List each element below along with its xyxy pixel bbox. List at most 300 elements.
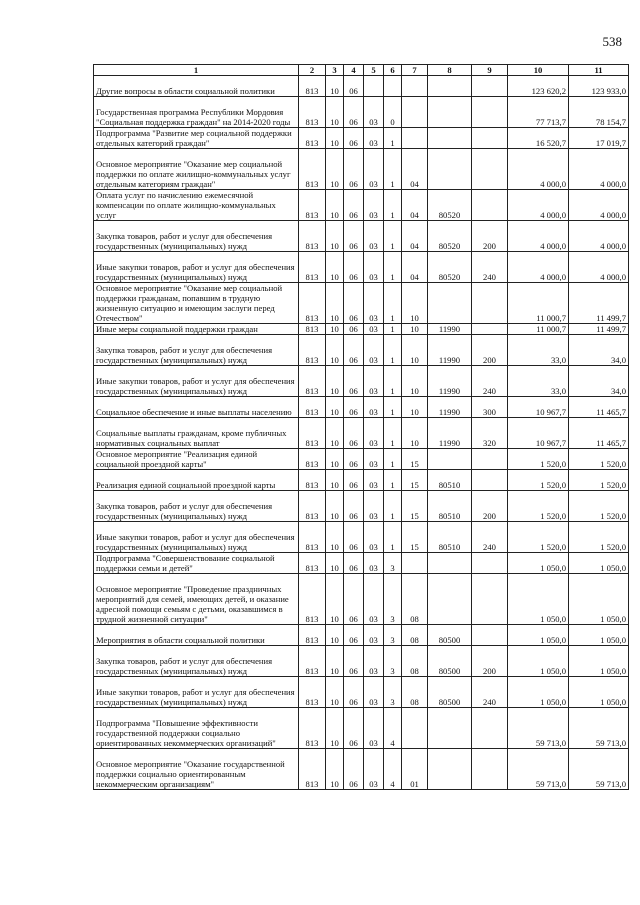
cell-col-4: 06 xyxy=(344,283,364,324)
cell-col-6: 3 xyxy=(384,625,402,646)
row-name-cell: Иные закупки товаров, работ и услуг для обеспечения государственных (муниципальных) нужд xyxy=(94,252,299,283)
table-row xyxy=(94,97,629,128)
cell-col-9: 300 xyxy=(472,397,508,418)
cell-col-11: 78 154,7 xyxy=(569,97,629,128)
cell-col-11: 1 050,0 xyxy=(569,646,629,677)
column-header-6: 6 xyxy=(384,65,402,76)
row-name-cell: Мероприятия в области социальной политики xyxy=(94,625,299,646)
cell-col-3: 10 xyxy=(326,625,344,646)
table-row xyxy=(94,625,629,646)
cell-col-4: 06 xyxy=(344,491,364,522)
cell-col-8 xyxy=(428,708,472,749)
cell-col-2: 813 xyxy=(299,625,326,646)
cell-col-5: 03 xyxy=(364,397,384,418)
row-name-cell: Социальное обеспечение и иные выплаты населению xyxy=(94,397,299,418)
cell-col-8: 80500 xyxy=(428,625,472,646)
table-row xyxy=(94,149,629,190)
cell-col-7: 08 xyxy=(402,574,428,625)
cell-col-9 xyxy=(472,574,508,625)
cell-col-7: 04 xyxy=(402,149,428,190)
cell-col-7: 04 xyxy=(402,190,428,221)
cell-col-11: 1 050,0 xyxy=(569,625,629,646)
cell-col-5: 03 xyxy=(364,190,384,221)
cell-col-3: 10 xyxy=(326,553,344,574)
cell-col-3: 10 xyxy=(326,749,344,790)
cell-col-7: 10 xyxy=(402,418,428,449)
cell-col-3: 10 xyxy=(326,470,344,491)
cell-col-8: 11990 xyxy=(428,335,472,366)
cell-col-4: 06 xyxy=(344,470,364,491)
cell-col-9 xyxy=(472,283,508,324)
cell-col-7: 15 xyxy=(402,522,428,553)
cell-col-2: 813 xyxy=(299,97,326,128)
cell-col-2: 813 xyxy=(299,221,326,252)
cell-col-3: 10 xyxy=(326,574,344,625)
cell-col-7: 01 xyxy=(402,749,428,790)
cell-col-2: 813 xyxy=(299,677,326,708)
cell-col-8 xyxy=(428,76,472,97)
cell-col-5 xyxy=(364,76,384,97)
row-name-cell: Иные закупки товаров, работ и услуг для обеспечения государственных (муниципальных) нужд xyxy=(94,366,299,397)
cell-col-6: 3 xyxy=(384,553,402,574)
cell-col-10: 10 967,7 xyxy=(508,397,569,418)
column-header-10: 10 xyxy=(508,65,569,76)
cell-col-10: 1 520,0 xyxy=(508,491,569,522)
cell-col-9 xyxy=(472,470,508,491)
cell-col-10: 16 520,7 xyxy=(508,128,569,149)
cell-col-11: 1 520,0 xyxy=(569,449,629,470)
cell-col-2: 813 xyxy=(299,418,326,449)
cell-col-7: 10 xyxy=(402,397,428,418)
cell-col-9 xyxy=(472,708,508,749)
table-row xyxy=(94,553,629,574)
cell-col-5: 03 xyxy=(364,749,384,790)
cell-col-6: 1 xyxy=(384,335,402,366)
cell-col-4: 06 xyxy=(344,646,364,677)
cell-col-3: 10 xyxy=(326,283,344,324)
cell-col-6: 3 xyxy=(384,646,402,677)
page-number: 538 xyxy=(602,34,622,49)
cell-col-3: 10 xyxy=(326,646,344,677)
table-row xyxy=(94,221,629,252)
cell-col-8: 80520 xyxy=(428,190,472,221)
table-row xyxy=(94,324,629,335)
cell-col-9: 240 xyxy=(472,677,508,708)
cell-col-5: 03 xyxy=(364,97,384,128)
budget-table xyxy=(93,64,629,790)
row-name-cell: Закупка товаров, работ и услуг для обеспечения государственных (муниципальных) нужд xyxy=(94,646,299,677)
row-name-cell: Подпрограмма "Совершенствование социальной поддержки семьи и детей" xyxy=(94,553,299,574)
cell-col-9: 320 xyxy=(472,418,508,449)
table-row xyxy=(94,470,629,491)
row-name-cell: Закупка товаров, работ и услуг для обеспечения государственных (муниципальных) нужд xyxy=(94,335,299,366)
cell-col-4: 06 xyxy=(344,749,364,790)
cell-col-6: 1 xyxy=(384,366,402,397)
cell-col-5: 03 xyxy=(364,708,384,749)
table-row xyxy=(94,418,629,449)
cell-col-2: 813 xyxy=(299,491,326,522)
cell-col-8: 11990 xyxy=(428,324,472,335)
cell-col-5: 03 xyxy=(364,574,384,625)
cell-col-11: 4 000,0 xyxy=(569,252,629,283)
cell-col-6: 1 xyxy=(384,522,402,553)
cell-col-2: 813 xyxy=(299,190,326,221)
table-row xyxy=(94,491,629,522)
cell-col-4: 06 xyxy=(344,449,364,470)
cell-col-5: 03 xyxy=(364,335,384,366)
cell-col-8 xyxy=(428,553,472,574)
cell-col-11: 1 520,0 xyxy=(569,522,629,553)
table-row xyxy=(94,128,629,149)
cell-col-5: 03 xyxy=(364,149,384,190)
row-name-cell: Основное мероприятие "Реализация единой социальной проездной карты" xyxy=(94,449,299,470)
cell-col-4: 06 xyxy=(344,335,364,366)
cell-col-2: 813 xyxy=(299,470,326,491)
row-name-cell: Подпрограмма "Развитие мер социальной поддержки отдельных категорий граждан" xyxy=(94,128,299,149)
cell-col-5: 03 xyxy=(364,522,384,553)
table-row xyxy=(94,335,629,366)
cell-col-9 xyxy=(472,449,508,470)
cell-col-2: 813 xyxy=(299,574,326,625)
cell-col-2: 813 xyxy=(299,449,326,470)
cell-col-9: 240 xyxy=(472,366,508,397)
cell-col-6: 1 xyxy=(384,397,402,418)
cell-col-8: 80520 xyxy=(428,221,472,252)
row-name-cell: Иные закупки товаров, работ и услуг для обеспечения государственных (муниципальных) нужд xyxy=(94,522,299,553)
row-name-cell: Основное мероприятие "Оказание мер социальной поддержки гражданам, попавшим в трудную жизненную ситуацию и имеющим заслуги перед Отечеством" xyxy=(94,283,299,324)
table-row xyxy=(94,677,629,708)
cell-col-4: 06 xyxy=(344,522,364,553)
cell-col-11: 1 050,0 xyxy=(569,574,629,625)
cell-col-6: 1 xyxy=(384,221,402,252)
cell-col-8: 11990 xyxy=(428,418,472,449)
cell-col-4: 06 xyxy=(344,366,364,397)
cell-col-4: 06 xyxy=(344,677,364,708)
cell-col-10: 33,0 xyxy=(508,366,569,397)
cell-col-2: 813 xyxy=(299,149,326,190)
cell-col-9 xyxy=(472,324,508,335)
cell-col-10: 4 000,0 xyxy=(508,221,569,252)
cell-col-7: 10 xyxy=(402,324,428,335)
cell-col-4: 06 xyxy=(344,625,364,646)
cell-col-9 xyxy=(472,553,508,574)
cell-col-4: 06 xyxy=(344,553,364,574)
cell-col-5: 03 xyxy=(364,252,384,283)
cell-col-6: 0 xyxy=(384,97,402,128)
cell-col-4: 06 xyxy=(344,397,364,418)
row-name-cell: Подпрограмма "Повышение эффективности государственной поддержки социально ориентированных некоммерческих организаций" xyxy=(94,708,299,749)
table-row xyxy=(94,283,629,324)
column-header-1: 1 xyxy=(94,65,299,76)
cell-col-10: 59 713,0 xyxy=(508,749,569,790)
table-row xyxy=(94,646,629,677)
cell-col-11: 1 520,0 xyxy=(569,470,629,491)
cell-col-6: 3 xyxy=(384,677,402,708)
table-header-row xyxy=(94,65,629,76)
row-name-cell: Оплата услуг по начислению ежемесячной компенсации по оплате жилищно-коммунальных услуг xyxy=(94,190,299,221)
column-header-11: 11 xyxy=(569,65,629,76)
cell-col-9 xyxy=(472,190,508,221)
cell-col-10: 1 520,0 xyxy=(508,449,569,470)
cell-col-6: 1 xyxy=(384,418,402,449)
cell-col-2: 813 xyxy=(299,335,326,366)
cell-col-2: 813 xyxy=(299,708,326,749)
cell-col-6: 1 xyxy=(384,324,402,335)
table-row xyxy=(94,252,629,283)
cell-col-7: 08 xyxy=(402,625,428,646)
cell-col-3: 10 xyxy=(326,97,344,128)
cell-col-3: 10 xyxy=(326,221,344,252)
table-row xyxy=(94,397,629,418)
cell-col-10: 11 000,7 xyxy=(508,283,569,324)
cell-col-2: 813 xyxy=(299,283,326,324)
cell-col-10: 1 050,0 xyxy=(508,677,569,708)
cell-col-7: 04 xyxy=(402,221,428,252)
cell-col-9: 240 xyxy=(472,252,508,283)
cell-col-9: 200 xyxy=(472,646,508,677)
cell-col-3: 10 xyxy=(326,677,344,708)
cell-col-5: 03 xyxy=(364,677,384,708)
cell-col-7: 15 xyxy=(402,449,428,470)
cell-col-11: 59 713,0 xyxy=(569,708,629,749)
cell-col-3: 10 xyxy=(326,449,344,470)
cell-col-5: 03 xyxy=(364,324,384,335)
cell-col-4: 06 xyxy=(344,97,364,128)
cell-col-10: 4 000,0 xyxy=(508,190,569,221)
cell-col-2: 813 xyxy=(299,522,326,553)
cell-col-5: 03 xyxy=(364,646,384,677)
column-header-9: 9 xyxy=(472,65,508,76)
cell-col-11: 17 019,7 xyxy=(569,128,629,149)
cell-col-5: 03 xyxy=(364,128,384,149)
table-row xyxy=(94,574,629,625)
cell-col-3: 10 xyxy=(326,76,344,97)
cell-col-6: 4 xyxy=(384,708,402,749)
cell-col-9 xyxy=(472,625,508,646)
cell-col-2: 813 xyxy=(299,128,326,149)
cell-col-4: 06 xyxy=(344,324,364,335)
cell-col-8: 11990 xyxy=(428,366,472,397)
table-row xyxy=(94,76,629,97)
cell-col-2: 813 xyxy=(299,646,326,677)
cell-col-7: 15 xyxy=(402,470,428,491)
cell-col-11: 4 000,0 xyxy=(569,190,629,221)
cell-col-3: 10 xyxy=(326,522,344,553)
cell-col-5: 03 xyxy=(364,283,384,324)
cell-col-3: 10 xyxy=(326,252,344,283)
cell-col-4: 06 xyxy=(344,574,364,625)
cell-col-6: 1 xyxy=(384,149,402,190)
cell-col-7: 10 xyxy=(402,283,428,324)
cell-col-4: 06 xyxy=(344,149,364,190)
cell-col-6: 1 xyxy=(384,283,402,324)
row-name-cell: Основное мероприятие "Оказание государственной поддержки социально ориентированным некоммерческим организациям" xyxy=(94,749,299,790)
row-name-cell: Иные меры социальной поддержки граждан xyxy=(94,324,299,335)
cell-col-3: 10 xyxy=(326,397,344,418)
cell-col-10: 77 713,7 xyxy=(508,97,569,128)
cell-col-9: 240 xyxy=(472,522,508,553)
table-row xyxy=(94,190,629,221)
column-header-5: 5 xyxy=(364,65,384,76)
row-name-cell: Другие вопросы в области социальной политики xyxy=(94,76,299,97)
cell-col-6: 3 xyxy=(384,574,402,625)
cell-col-10: 1 050,0 xyxy=(508,646,569,677)
cell-col-11: 11 499,7 xyxy=(569,283,629,324)
cell-col-11: 1 520,0 xyxy=(569,491,629,522)
cell-col-5: 03 xyxy=(364,625,384,646)
cell-col-5: 03 xyxy=(364,491,384,522)
table-row xyxy=(94,749,629,790)
cell-col-8 xyxy=(428,749,472,790)
cell-col-6: 1 xyxy=(384,449,402,470)
cell-col-9: 200 xyxy=(472,335,508,366)
cell-col-11: 4 000,0 xyxy=(569,221,629,252)
cell-col-10: 4 000,0 xyxy=(508,149,569,190)
cell-col-3: 10 xyxy=(326,491,344,522)
cell-col-8 xyxy=(428,283,472,324)
row-name-cell: Основное мероприятие "Оказание мер социальной поддержки по оплате жилищно-коммунальных услуг отдельным категориям граждан" xyxy=(94,149,299,190)
cell-col-6: 1 xyxy=(384,491,402,522)
cell-col-11: 11 499,7 xyxy=(569,324,629,335)
cell-col-10: 10 967,7 xyxy=(508,418,569,449)
cell-col-2: 813 xyxy=(299,324,326,335)
cell-col-11: 59 713,0 xyxy=(569,749,629,790)
row-name-cell: Реализация единой социальной проездной карты xyxy=(94,470,299,491)
row-name-cell: Социальные выплаты гражданам, кроме публичных нормативных социальных выплат xyxy=(94,418,299,449)
cell-col-7: 10 xyxy=(402,366,428,397)
cell-col-7: 08 xyxy=(402,646,428,677)
cell-col-3: 10 xyxy=(326,708,344,749)
cell-col-8: 80510 xyxy=(428,491,472,522)
cell-col-5: 03 xyxy=(364,470,384,491)
cell-col-6: 1 xyxy=(384,190,402,221)
cell-col-4: 06 xyxy=(344,708,364,749)
cell-col-4: 06 xyxy=(344,221,364,252)
cell-col-5: 03 xyxy=(364,449,384,470)
column-header-3: 3 xyxy=(326,65,344,76)
cell-col-8: 80510 xyxy=(428,470,472,491)
cell-col-6: 1 xyxy=(384,128,402,149)
cell-col-6: 1 xyxy=(384,470,402,491)
column-header-8: 8 xyxy=(428,65,472,76)
cell-col-8: 80510 xyxy=(428,522,472,553)
cell-col-3: 10 xyxy=(326,366,344,397)
cell-col-5: 03 xyxy=(364,418,384,449)
table-body xyxy=(94,76,629,790)
cell-col-8: 80500 xyxy=(428,646,472,677)
cell-col-4: 06 xyxy=(344,190,364,221)
column-header-2: 2 xyxy=(299,65,326,76)
cell-col-7: 10 xyxy=(402,335,428,366)
row-name-cell: Закупка товаров, работ и услуг для обеспечения государственных (муниципальных) нужд xyxy=(94,221,299,252)
cell-col-7 xyxy=(402,76,428,97)
cell-col-3: 10 xyxy=(326,418,344,449)
cell-col-11: 1 050,0 xyxy=(569,677,629,708)
cell-col-11: 4 000,0 xyxy=(569,149,629,190)
cell-col-7: 15 xyxy=(402,491,428,522)
cell-col-9 xyxy=(472,76,508,97)
cell-col-7: 08 xyxy=(402,677,428,708)
cell-col-5: 03 xyxy=(364,221,384,252)
cell-col-6 xyxy=(384,76,402,97)
cell-col-3: 10 xyxy=(326,190,344,221)
cell-col-8: 80520 xyxy=(428,252,472,283)
cell-col-6: 4 xyxy=(384,749,402,790)
cell-col-9: 200 xyxy=(472,221,508,252)
cell-col-10: 1 520,0 xyxy=(508,522,569,553)
cell-col-7: 04 xyxy=(402,252,428,283)
cell-col-3: 10 xyxy=(326,324,344,335)
row-name-cell: Основное мероприятие "Проведение праздничных мероприятий для семей, имеющих детей, и оказание адресной помощи семьям с детьми, оказавшимся в трудной жизненной ситуации" xyxy=(94,574,299,625)
cell-col-9 xyxy=(472,97,508,128)
cell-col-2: 813 xyxy=(299,76,326,97)
cell-col-4: 06 xyxy=(344,418,364,449)
cell-col-9 xyxy=(472,128,508,149)
row-name-cell: Государственная программа Республики Мордовия "Социальная поддержка граждан" на 2014-2020 годы xyxy=(94,97,299,128)
cell-col-7 xyxy=(402,553,428,574)
table-row xyxy=(94,366,629,397)
cell-col-7 xyxy=(402,708,428,749)
cell-col-9: 200 xyxy=(472,491,508,522)
cell-col-8 xyxy=(428,574,472,625)
cell-col-4: 06 xyxy=(344,252,364,283)
cell-col-8 xyxy=(428,449,472,470)
cell-col-10: 1 520,0 xyxy=(508,470,569,491)
cell-col-2: 813 xyxy=(299,749,326,790)
cell-col-10: 123 620,2 xyxy=(508,76,569,97)
cell-col-3: 10 xyxy=(326,128,344,149)
cell-col-4: 06 xyxy=(344,128,364,149)
cell-col-8 xyxy=(428,149,472,190)
cell-col-11: 11 465,7 xyxy=(569,418,629,449)
cell-col-8: 80500 xyxy=(428,677,472,708)
cell-col-11: 34,0 xyxy=(569,366,629,397)
cell-col-6: 1 xyxy=(384,252,402,283)
cell-col-2: 813 xyxy=(299,553,326,574)
cell-col-10: 1 050,0 xyxy=(508,625,569,646)
cell-col-2: 813 xyxy=(299,397,326,418)
column-header-4: 4 xyxy=(344,65,364,76)
column-header-7: 7 xyxy=(402,65,428,76)
cell-col-2: 813 xyxy=(299,366,326,397)
cell-col-3: 10 xyxy=(326,149,344,190)
cell-col-8 xyxy=(428,128,472,149)
cell-col-7 xyxy=(402,97,428,128)
cell-col-2: 813 xyxy=(299,252,326,283)
table-row xyxy=(94,449,629,470)
cell-col-10: 59 713,0 xyxy=(508,708,569,749)
cell-col-7 xyxy=(402,128,428,149)
cell-col-8 xyxy=(428,97,472,128)
cell-col-9 xyxy=(472,149,508,190)
row-name-cell: Закупка товаров, работ и услуг для обеспечения государственных (муниципальных) нужд xyxy=(94,491,299,522)
cell-col-11: 1 050,0 xyxy=(569,553,629,574)
cell-col-11: 11 465,7 xyxy=(569,397,629,418)
cell-col-4: 06 xyxy=(344,76,364,97)
table-row xyxy=(94,522,629,553)
cell-col-11: 123 933,0 xyxy=(569,76,629,97)
cell-col-10: 11 000,7 xyxy=(508,324,569,335)
cell-col-10: 1 050,0 xyxy=(508,574,569,625)
row-name-cell: Иные закупки товаров, работ и услуг для обеспечения государственных (муниципальных) нужд xyxy=(94,677,299,708)
cell-col-10: 4 000,0 xyxy=(508,252,569,283)
cell-col-10: 1 050,0 xyxy=(508,553,569,574)
cell-col-11: 34,0 xyxy=(569,335,629,366)
table-row xyxy=(94,708,629,749)
cell-col-10: 33,0 xyxy=(508,335,569,366)
cell-col-8: 11990 xyxy=(428,397,472,418)
cell-col-9 xyxy=(472,749,508,790)
